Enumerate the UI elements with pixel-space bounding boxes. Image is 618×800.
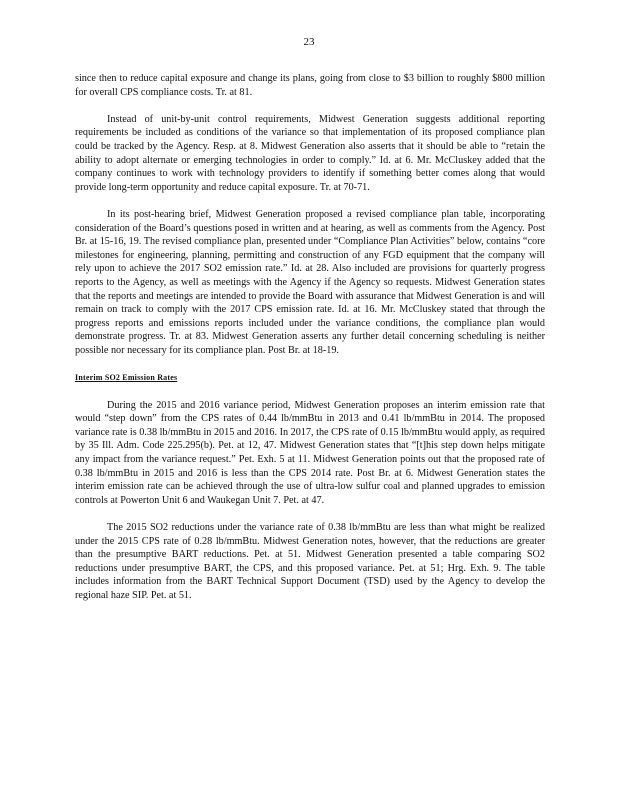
- paragraph-capital-exposure: since then to reduce capital exposure and change its plans, going from close to $3 billion to roughly $800 million for overall CPS compliance costs. Tr. at 81.: [75, 73, 545, 98]
- page-number: 23: [303, 36, 315, 48]
- paragraph-interim-emission-rate: During the 2015 and 2016 variance period, Midwest Generation proposes an interim emission rate that would “step down” from the CPS rates of 0.44 lb/mmBtu in 2013 and 0.41 lb/mmBtu in 2014. The proposed variance rate is 0.38 lb/mmBtu in 2015 and 2016. In 2017, the CPS rate of 0.15 lb/mmBtu would apply, as required by 35 Ill. Adm. Code 225.295(b). Pet. at 12, 47. Midwest Generation states that “[t]his step down helps mitigate any impact from the variance request.” Pet. Exh. 5 at 11. Midwest Generation points out that the proposed rate of 0.38 lb/mmBtu in 2015 and 2016 is less than the CPS 2014 rate. Post Br. at 6. Midwest Generation states the interim emission rate can be achieved through the use of ultra-low sulfur coal and planned upgrades to emission controls at Powerton Unit 6 and Waukegan Unit 7. Pet. at 47.: [75, 399, 545, 506]
- paragraph-reporting-requirements: Instead of unit-by-unit control requirements, Midwest Generation suggests additional reporting requirements be included as conditions of the variance so that implementation of its proposed compliance plan could be tracked by the Agency. Resp. at 8. Midwest Generation also asserts that it should be able to “retain the ability to adopt alternate or emerging technologies in order to comply.” Id. at 6. Mr. McCluskey added that the company continues to work with technology providers to identify if something better comes along that would provide long-term opportunity and reduce capital exposure. Tr. at 70-71.: [75, 113, 545, 193]
- paragraph-so2-reductions: The 2015 SO2 reductions under the variance rate of 0.38 lb/mmBtu are less than what might be realized under the 2015 CPS rate of 0.28 lb/mmBtu. Midwest Generation notes, however, that the reductions are greater than the presumptive BART reductions. Pet. at 51. Midwest Generation presented a table comparing SO2 reductions under presumptive BART, the CPS, and this proposed variance. Pet. at 51; Hrg. Exh. 9. The table includes information from the BART Technical Support Document (TSD) used by the Agency to develop the regional haze SIP. Pet. at 51.: [75, 522, 545, 601]
- document-body: [75, 72, 545, 616]
- paragraph-revised-compliance-plan: In its post-hearing brief, Midwest Generation proposed a revised compliance plan table, incorporating consideration of the Board’s questions posed in written and at hearing, as well as comments from the Agency. Post Br. at 15-16, 19. The revised compliance plan, presented under “Compliance Plan Activities” below, contains “core milestones for engineering, planning, permitting and construction of any FGD equipment that the company will rely upon to achieve the 2017 SO2 emission rate.” Id. at 28. Also included are provisions for quarterly progress reports to the Agency, as well as meetings with the Agency if the Agency so requests. Midwest Generation states that the reports and meetings are intended to provide the Board with assurance that Midwest Generation is and will remain on track to comply with the 2017 CPS emission rate. Id. at 16. Mr. McCluskey stated that through the progress reports and emissions reports included under the variance conditions, the compliance plan would demonstrate progress. Tr. at 83. Midwest Generation asserts any further detail concerning scheduling is neither possible nor necessary for its compliance plan. Post Br. at 18-19.: [75, 208, 545, 356]
- section-heading-interim-so2-rates: Interim SO2 Emission Rates: [75, 373, 178, 383]
